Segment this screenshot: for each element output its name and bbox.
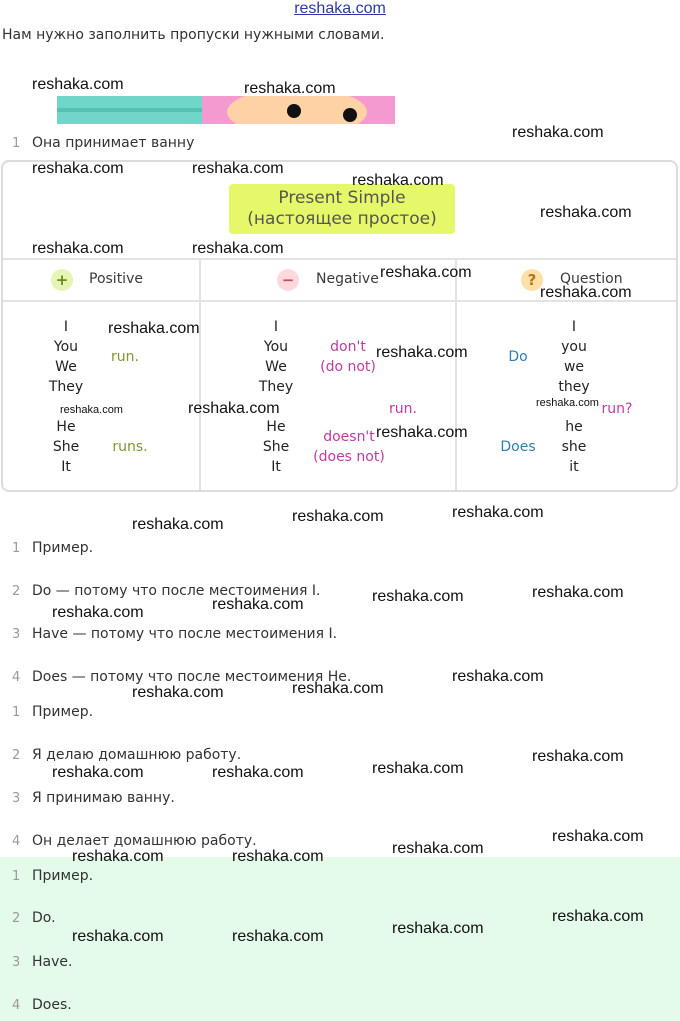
pronoun: we bbox=[563, 359, 585, 375]
list-item bbox=[12, 747, 241, 763]
item-text: Она принимает ванну bbox=[32, 135, 195, 151]
watermark: reshaka.com bbox=[392, 920, 484, 937]
watermark: reshaka.com bbox=[132, 516, 224, 533]
item-text: Does. bbox=[32, 997, 72, 1013]
watermark: reshaka.com bbox=[512, 124, 604, 141]
watermark: reshaka.com bbox=[52, 604, 144, 621]
watermark: reshaka.com bbox=[132, 684, 224, 701]
item-number: 3 bbox=[12, 627, 21, 642]
plus-icon: + bbox=[51, 269, 73, 291]
pronoun: It bbox=[271, 459, 281, 475]
hair-stripe bbox=[57, 108, 207, 112]
item-number: 1 bbox=[12, 705, 21, 720]
item-text: Пример. bbox=[32, 540, 94, 556]
pronoun: you bbox=[561, 339, 587, 355]
question-pronouns-plural bbox=[549, 317, 599, 397]
watermark: reshaka.com bbox=[532, 584, 624, 601]
pronoun: it bbox=[569, 459, 579, 475]
watermark: reshaka.com bbox=[60, 404, 123, 416]
question-verb: run? bbox=[601, 401, 633, 417]
item-text: Do. bbox=[32, 910, 56, 926]
watermark: reshaka.com bbox=[540, 284, 632, 301]
right-eye-icon bbox=[343, 108, 357, 122]
pronoun: I bbox=[63, 319, 69, 335]
pronoun: they bbox=[558, 379, 590, 395]
title-line-2: (настоящее простое) bbox=[247, 209, 437, 229]
minus-icon: − bbox=[277, 269, 299, 291]
item-text: Я принимаю ванну. bbox=[32, 790, 175, 806]
aux-full: (do not) bbox=[320, 359, 376, 375]
item-number: 4 bbox=[12, 834, 21, 849]
negative-pronouns-singular bbox=[251, 417, 301, 477]
watermark: reshaka.com bbox=[292, 680, 384, 697]
watermark: reshaka.com bbox=[376, 344, 468, 361]
watermark: reshaka.com bbox=[376, 424, 468, 441]
pronoun: She bbox=[262, 439, 290, 455]
aux-full: (does not) bbox=[313, 449, 385, 465]
item-text: Does — потому что после местоимения He. bbox=[32, 669, 352, 685]
pronoun: He bbox=[266, 419, 286, 435]
aux-word: don't bbox=[330, 339, 366, 355]
watermark: reshaka.com bbox=[292, 508, 384, 525]
list-item bbox=[12, 626, 337, 642]
item-number: 3 bbox=[12, 955, 21, 970]
question-header: Question bbox=[560, 271, 623, 287]
pronoun: I bbox=[571, 319, 577, 335]
item-number: 1 bbox=[12, 541, 21, 556]
item-number: 2 bbox=[12, 911, 21, 926]
pronoun: You bbox=[53, 339, 79, 355]
positive-verb-s: runs. bbox=[112, 439, 148, 455]
item-number: 4 bbox=[12, 998, 21, 1013]
watermark: reshaka.com bbox=[192, 240, 284, 257]
question-icon: ? bbox=[521, 269, 543, 291]
item-text: Have — потому что после местоимения I. bbox=[32, 626, 338, 642]
watermark: reshaka.com bbox=[372, 588, 464, 605]
pronoun: We bbox=[55, 359, 77, 375]
watermark: reshaka.com bbox=[52, 764, 144, 781]
watermark: reshaka.com bbox=[32, 160, 124, 177]
divider bbox=[455, 258, 457, 490]
pronoun: he bbox=[565, 419, 583, 435]
watermark: reshaka.com bbox=[212, 764, 304, 781]
positive-pronouns-plural bbox=[41, 317, 91, 397]
pronoun: He bbox=[56, 419, 76, 435]
watermark: reshaka.com bbox=[536, 397, 599, 409]
pronoun: She bbox=[52, 439, 80, 455]
watermark: reshaka.com bbox=[32, 76, 124, 93]
question-aux-does: Does bbox=[500, 439, 536, 455]
table-title bbox=[229, 184, 455, 234]
watermark: reshaka.com bbox=[452, 668, 544, 685]
item-number: 1 bbox=[12, 869, 21, 884]
pronoun: You bbox=[263, 339, 289, 355]
divider bbox=[3, 258, 676, 260]
watermark: reshaka.com bbox=[232, 848, 324, 865]
pronoun: It bbox=[61, 459, 71, 475]
negative-header: Negative bbox=[316, 271, 379, 287]
pronoun: We bbox=[265, 359, 287, 375]
answer-item bbox=[12, 910, 56, 926]
left-eye-icon bbox=[287, 104, 301, 118]
item-number: 2 bbox=[12, 748, 21, 763]
aux-word: doesn't bbox=[323, 429, 375, 445]
item-number: 2 bbox=[12, 584, 21, 599]
watermark: reshaka.com bbox=[380, 264, 472, 281]
item-number: 3 bbox=[12, 791, 21, 806]
watermark: reshaka.com bbox=[552, 908, 644, 925]
watermark: reshaka.com bbox=[192, 160, 284, 177]
watermark: reshaka.com bbox=[72, 928, 164, 945]
positive-header: Positive bbox=[89, 271, 143, 287]
watermark: reshaka.com bbox=[32, 240, 124, 257]
watermark: reshaka.com bbox=[72, 848, 164, 865]
answer-item bbox=[12, 868, 93, 884]
list-item bbox=[12, 704, 93, 720]
watermark: reshaka.com bbox=[540, 204, 632, 221]
question-pronouns-singular bbox=[549, 417, 599, 477]
item-number: 4 bbox=[12, 670, 21, 685]
negative-aux-plural bbox=[315, 337, 381, 377]
watermark: reshaka.com bbox=[552, 828, 644, 845]
answer-item bbox=[12, 954, 72, 970]
watermark: reshaka.com bbox=[108, 320, 200, 337]
item-text: Он делает домашнюю работу. bbox=[32, 833, 257, 849]
watermark: reshaka.com bbox=[392, 840, 484, 857]
title-line-1: Present Simple bbox=[278, 188, 406, 208]
negative-verb: run. bbox=[389, 401, 417, 417]
site-title[interactable]: reshaka.com bbox=[294, 0, 386, 17]
watermark: reshaka.com bbox=[452, 504, 544, 521]
watermark: reshaka.com bbox=[232, 928, 324, 945]
divider bbox=[199, 258, 201, 490]
pronoun: They bbox=[48, 379, 84, 395]
item-number: 1 bbox=[12, 136, 21, 151]
watermark: reshaka.com bbox=[212, 596, 304, 613]
item-text: Have. bbox=[32, 954, 73, 970]
item-text: Пример. bbox=[32, 868, 94, 884]
item-text: Do — потому что после местоимения I. bbox=[32, 583, 321, 599]
watermark: reshaka.com bbox=[188, 400, 280, 417]
pronoun: she bbox=[561, 439, 587, 455]
list-item bbox=[12, 540, 93, 556]
pronoun: They bbox=[258, 379, 294, 395]
list-item bbox=[12, 833, 257, 849]
illustration-banner bbox=[57, 96, 395, 124]
negative-pronouns-plural bbox=[251, 317, 301, 397]
watermark: reshaka.com bbox=[244, 80, 336, 97]
item-text: Пример. bbox=[32, 704, 94, 720]
item-text: Я делаю домашнюю работу. bbox=[32, 747, 242, 763]
question-aux-do: Do bbox=[508, 349, 528, 365]
positive-verb: run. bbox=[111, 349, 139, 365]
watermark: reshaka.com bbox=[352, 172, 444, 189]
intro-text: Нам нужно заполнить пропуски нужными словами. bbox=[2, 27, 385, 43]
watermark: reshaka.com bbox=[532, 748, 624, 765]
first-item bbox=[12, 135, 194, 151]
pronoun: I bbox=[273, 319, 279, 335]
positive-pronouns-singular bbox=[41, 417, 91, 477]
list-item bbox=[12, 790, 175, 806]
watermark: reshaka.com bbox=[372, 760, 464, 777]
answer-item bbox=[12, 997, 72, 1013]
